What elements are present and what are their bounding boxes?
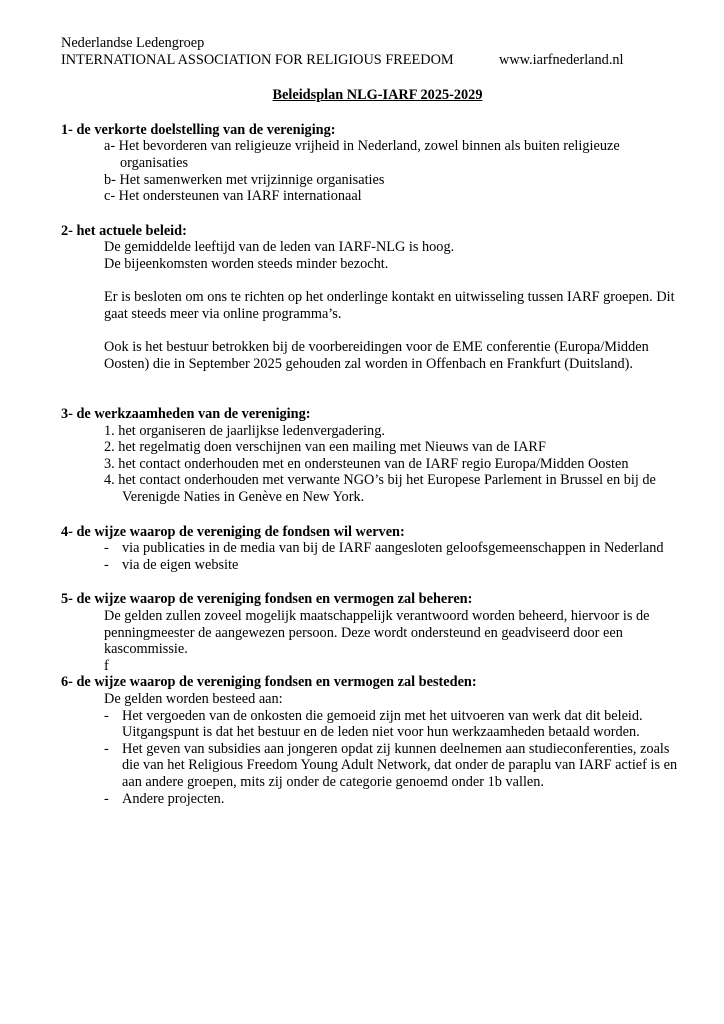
list-item: 3. het contact onderhouden met en ondersteunen van de IARF regio Europa/Midden Oosten bbox=[104, 455, 629, 472]
paragraph: Er is besloten om ons te richten op het onderlinge kontakt en uitwisseling tussen IARF groepen. Dit gaat steeds meer via online programma’s. bbox=[104, 289, 675, 322]
list-item bbox=[61, 557, 684, 574]
section-fondsen-werven bbox=[61, 524, 684, 574]
section-werkzaamheden bbox=[61, 406, 684, 506]
list-item: 2. het regelmatig doen verschijnen van een mailing met Nieuws van de IARF bbox=[104, 439, 546, 456]
website-url: www.iarfnederland.nl bbox=[499, 51, 624, 68]
paragraph: De gemiddelde leeftijd van de leden van IARF-NLG is hoog. bbox=[104, 239, 455, 256]
list-item bbox=[61, 741, 684, 791]
org-name: INTERNATIONAL ASSOCIATION FOR RELIGIOUS FREEDOM bbox=[61, 51, 454, 68]
paragraph: De gelden zullen zoveel mogelijk maatschappelijk verantwoord worden beheerd, hiervoor is de penningmeester de aangewezen persoon. Deze wordt ondersteund en geadviseerd door een kascommissie. bbox=[104, 608, 650, 658]
list-item bbox=[61, 708, 684, 741]
paragraph: De gelden worden besteed aan: bbox=[104, 691, 283, 707]
section-doelstelling bbox=[61, 122, 684, 205]
list-item: a- Het bevorderen van religieuze vrijheid in Nederland, zowel binnen als buiten religieuze organisaties bbox=[104, 138, 620, 171]
list-item bbox=[61, 540, 684, 557]
section-heading: 1- de verkorte doelstelling van de vereniging: bbox=[61, 121, 336, 138]
list-item-text: Het geven van subsidies aan jongeren opdat zij kunnen deelnemen aan studieconferenties, zoals die van het Religious Freedom Young Adult Network, dat onder de paraplu van IARF actief is en aan andere groepen, mits zij onder de categorie genoemd onder 1b vallen. bbox=[122, 740, 678, 790]
dash-bullet: - bbox=[104, 740, 109, 757]
dash-bullet: - bbox=[104, 790, 109, 807]
paragraph: Ook is het bestuur betrokken bij de voorbereidingen voor de EME conferentie (Europa/Midden Oosten) die in September 2025 gehouden zal worden in Offenbach en Frankfurt (Duitsland). bbox=[104, 338, 649, 372]
list-item: b- Het samenwerken met vrijzinnige organisaties bbox=[104, 171, 385, 188]
dash-bullet: - bbox=[104, 707, 109, 724]
section-heading: 4- de wijze waarop de vereniging de fondsen wil werven: bbox=[61, 523, 405, 540]
section-fondsen-beheren bbox=[61, 591, 684, 674]
section-heading: 5- de wijze waarop de vereniging fondsen en vermogen zal beheren: bbox=[61, 591, 473, 608]
section-heading: 6- de wijze waarop de vereniging fondsen en vermogen zal besteden: bbox=[61, 674, 477, 691]
paragraph: f bbox=[104, 657, 109, 674]
list-item-text: Het vergoeden van de onkosten die gemoeid zijn met het uitvoeren van werk dat dit beleid. Uitgangspunt is dat het bestuur en de leden niet voor hun werkzaamheden betaald worden. bbox=[122, 707, 643, 741]
list-item-text: via de eigen website bbox=[122, 556, 239, 573]
list-item: 4. het contact onderhouden met verwante NGO’s bij het Europese Parlement in Brussel en bij de Verenigde Naties in Genève en New York. bbox=[104, 472, 656, 506]
section-heading: 3- de werkzaamheden van de vereniging: bbox=[61, 406, 311, 423]
org-dutch-name: Nederlandse Ledengroep bbox=[61, 35, 205, 51]
paragraph: De bijeenkomsten worden steeds minder bezocht. bbox=[104, 255, 389, 272]
list-item bbox=[61, 791, 684, 808]
list-item-text: Andere projecten. bbox=[122, 790, 225, 807]
section-fondsen-besteden bbox=[61, 674, 684, 807]
section-heading: 2- het actuele beleid: bbox=[61, 222, 187, 239]
document-title: Beleidsplan NLG-IARF 2025-2029 bbox=[272, 87, 483, 104]
section-actueel-beleid bbox=[61, 223, 684, 372]
list-item: 1. het organiseren de jaarlijkse ledenvergadering. bbox=[104, 422, 385, 439]
dash-bullet: - bbox=[104, 556, 109, 573]
org-name-line bbox=[61, 52, 684, 69]
list-item-text: via publicaties in de media van bij de IARF aangesloten geloofsgemeenschappen in Nederland bbox=[122, 540, 664, 557]
dash-bullet: - bbox=[104, 540, 109, 557]
list-item: c- Het ondersteunen van IARF internationaal bbox=[104, 188, 362, 205]
